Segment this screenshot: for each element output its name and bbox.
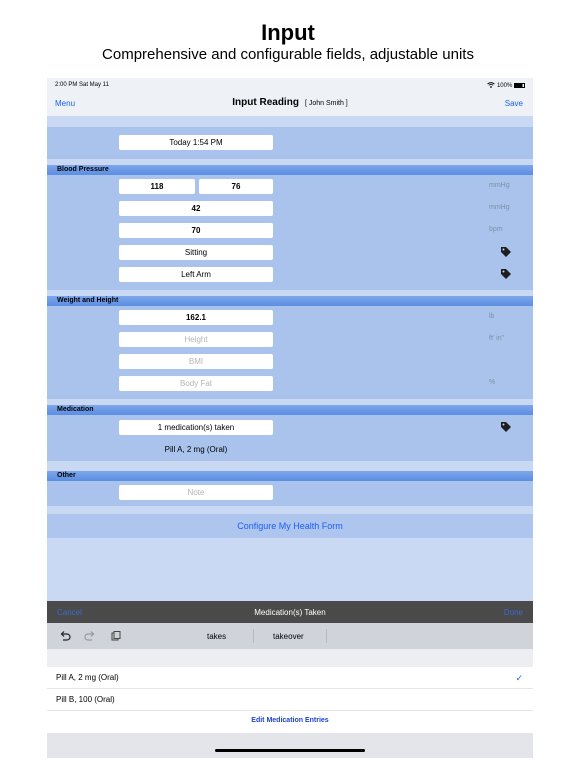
section-header-medication: Medication [47, 405, 533, 415]
bmi-field[interactable]: BMI [119, 354, 273, 369]
status-bar [47, 78, 533, 92]
tag-icon[interactable] [500, 246, 512, 258]
height-field[interactable]: Height [119, 332, 273, 347]
list-item-label: Pill A, 2 mg (Oral) [56, 673, 119, 682]
medication-list [47, 667, 533, 733]
bottom-area [47, 733, 533, 758]
tag-icon[interactable] [500, 421, 512, 433]
heart-rate-field[interactable]: 70 [119, 223, 273, 238]
save-button[interactable]: Save [504, 99, 523, 108]
picker-spacer [47, 649, 533, 667]
pulse-pressure-unit: mmHg [489, 204, 510, 211]
paste-icon[interactable] [110, 630, 122, 642]
battery-percent: 100% [496, 83, 513, 89]
home-indicator[interactable] [215, 749, 365, 752]
suggestion-1[interactable]: takes [207, 632, 227, 641]
position-field[interactable]: Sitting [119, 245, 273, 260]
redo-icon[interactable] [84, 630, 96, 642]
medication-field[interactable]: 1 medication(s) taken [119, 420, 273, 435]
nav-title-text: Input Reading [232, 97, 299, 108]
diastolic-field[interactable]: 76 [199, 179, 273, 194]
medication-detail: Pill A, 2 mg (Oral) [164, 445, 228, 454]
suggestion-2[interactable]: takeover [273, 632, 304, 641]
promo-title: Input [261, 20, 315, 45]
page-title [47, 97, 533, 108]
menu-button[interactable]: Menu [55, 99, 76, 108]
list-item[interactable] [47, 667, 533, 689]
done-button[interactable]: Done [503, 608, 523, 617]
weight-unit: lb [489, 313, 495, 320]
list-item[interactable] [47, 689, 533, 711]
keyboard-suggestion-bar [47, 623, 533, 649]
section-header-weight-height: Weight and Height [47, 296, 533, 306]
bp-unit: mmHg [489, 182, 510, 189]
section-header-other: Other [47, 471, 533, 481]
picker-toolbar [47, 601, 533, 623]
nav-bar [47, 92, 533, 116]
edit-medication-entries-link[interactable]: Edit Medication Entries [251, 717, 329, 724]
device-screen [47, 78, 533, 758]
height-unit: ft' in" [489, 335, 505, 342]
section-header-blood-pressure: Blood Pressure [47, 165, 533, 175]
cancel-button[interactable]: Cancel [57, 608, 82, 617]
promo-subtitle: Comprehensive and configurable fields, adjustable units [102, 46, 474, 63]
promo-header [0, 0, 576, 80]
systolic-field[interactable]: 118 [119, 179, 195, 194]
battery-icon [514, 83, 525, 88]
input-form [47, 116, 533, 600]
status-right [487, 82, 525, 89]
weight-field[interactable]: 162.1 [119, 310, 273, 325]
location-field[interactable]: Left Arm [119, 267, 273, 282]
nav-user: [ John Smith ] [304, 100, 348, 107]
bodyfat-field[interactable]: Body Fat [119, 376, 273, 391]
bodyfat-unit: % [489, 379, 496, 386]
checkmark-icon: ✓ [515, 673, 523, 683]
status-time: 2:00 PM Sat May 11 [55, 82, 109, 88]
configure-form-button[interactable]: Configure My Health Form [47, 514, 533, 538]
tag-icon[interactable] [500, 268, 512, 280]
picker-title: Medication(s) Taken [254, 608, 326, 617]
note-field[interactable]: Note [119, 485, 273, 500]
date-field[interactable]: Today 1:54 PM [119, 135, 273, 150]
list-item-label: Pill B, 100 (Oral) [56, 695, 115, 704]
pulse-pressure-field[interactable]: 42 [119, 201, 273, 216]
suggestion-divider [253, 629, 254, 643]
undo-icon[interactable] [59, 630, 71, 642]
suggestion-divider [326, 629, 327, 643]
wifi-icon [487, 82, 495, 88]
heart-rate-unit: bpm [489, 226, 503, 233]
